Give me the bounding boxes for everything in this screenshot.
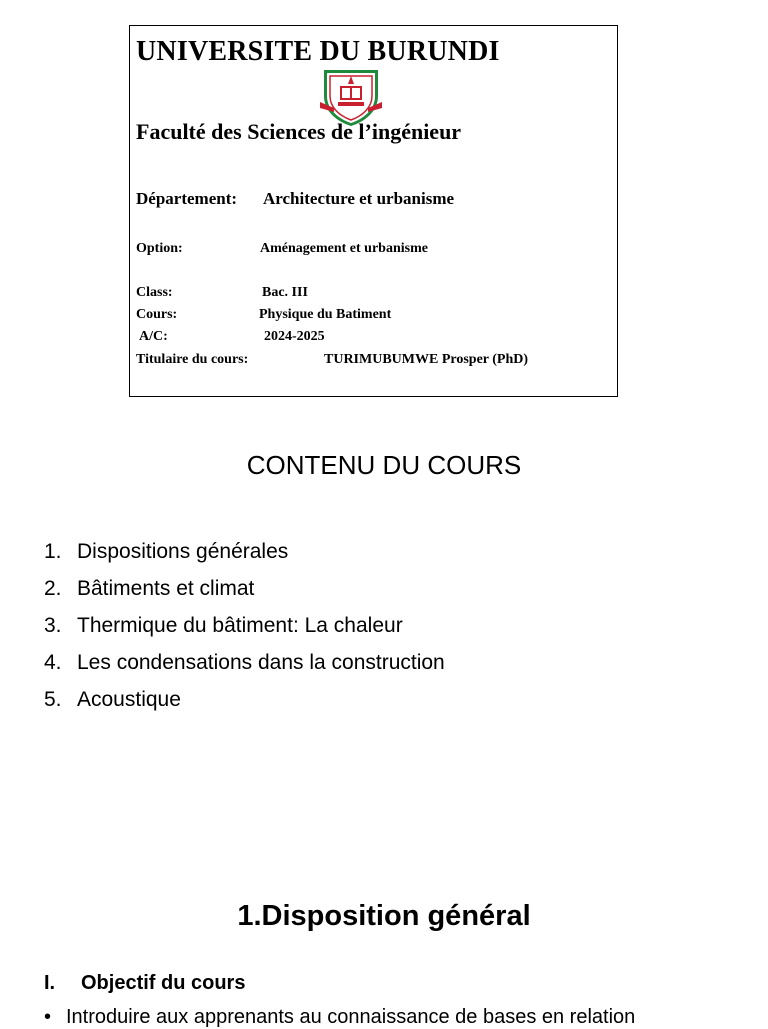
class-label: Class: [136,285,173,300]
department-label: Département: [136,189,238,208]
subheading [44,972,245,995]
list-item [44,612,445,649]
course-header-box [129,25,618,397]
list-item-number: 2. [44,577,62,600]
option-label: Option: [136,241,183,256]
subheading-label: Objectif du cours [81,972,246,994]
titulaire-value: TURIMUBUMWE Prosper (PhD) [324,352,529,367]
list-item-number: 5. [44,688,62,711]
faculty-name: Faculté des Sciences de l’ingénieur [136,119,462,144]
cours-label: Cours: [136,307,178,322]
class-value: Bac. III [262,285,308,300]
list-item [44,649,445,686]
list-item-label: Les condensations dans la construction [77,651,445,674]
list-item-number: 3. [44,614,62,637]
list-item-number: 1. [44,540,62,563]
list-item [44,686,445,723]
bullet-item [44,1006,635,1029]
contents-list [44,538,445,723]
list-item [44,538,445,575]
option-value: Aménagement et urbanisme [260,241,428,256]
contents-title: CONTENU DU COURS [246,450,522,480]
list-item-number: 4. [44,651,62,674]
subheading-number: I. [44,972,56,994]
university-name: UNIVERSITE DU BURUNDI [136,36,500,67]
list-item-label: Dispositions générales [77,540,289,563]
academic-year-label: A/C: [139,329,168,344]
cours-value: Physique du Batiment [259,307,392,322]
list-item-label: Acoustique [77,688,181,711]
section-title: 1.Disposition général [237,900,531,932]
list-item-label: Thermique du bâtiment: La chaleur [77,614,403,637]
list-item [44,575,445,612]
list-item-label: Bâtiments et climat [77,577,255,600]
titulaire-label: Titulaire du cours: [136,352,249,367]
department-value: Architecture et urbanisme [263,189,455,208]
bullet-glyph: • [44,1006,52,1028]
bullet-text: Introduire aux apprenants au connaissance de bases en relation [66,1006,636,1028]
academic-year-value: 2024-2025 [264,329,325,344]
